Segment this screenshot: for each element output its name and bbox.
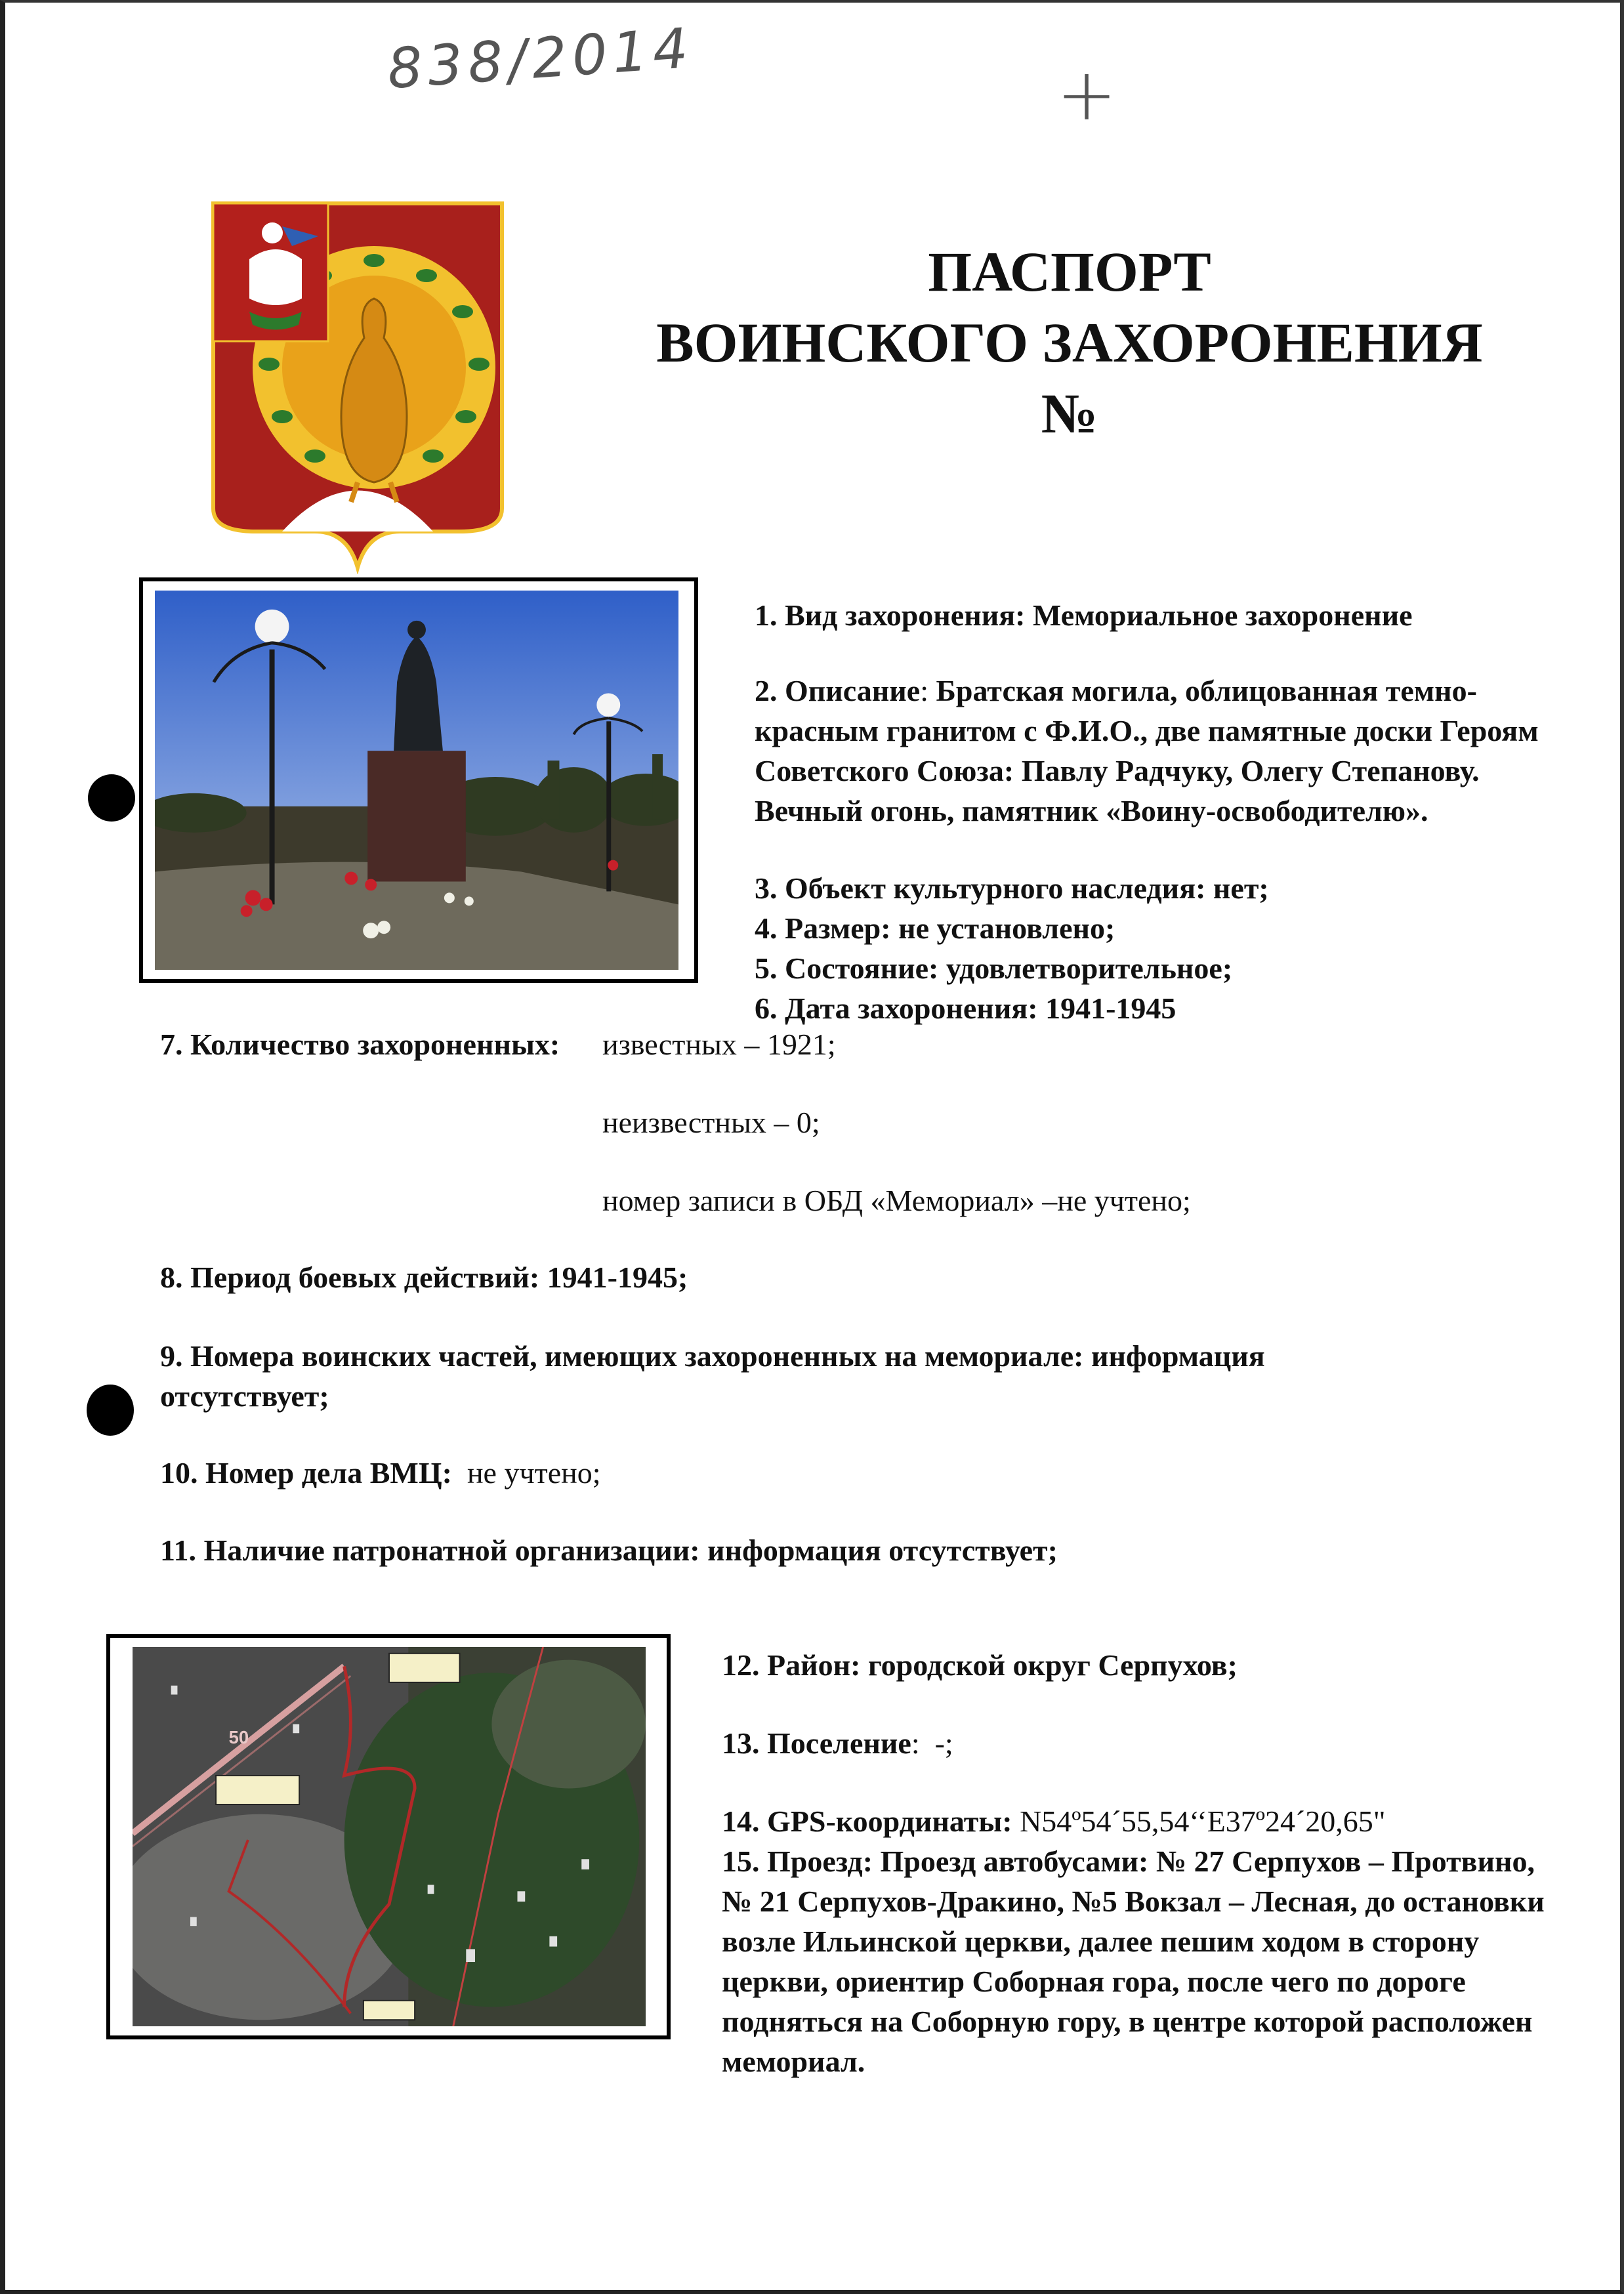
item-13-value: : -; xyxy=(911,1726,953,1760)
item-13-label: 13. Поселение xyxy=(722,1726,911,1760)
map-label: 50 xyxy=(228,1726,249,1747)
item-2-value: Братская могила, облицованная темно-красным гранитом с Ф.И.О., две памятные доски Героям Советского Союза: Павлу Радчуку, Олегу Степанову. Вечный огонь, памятник «Воину-освободителю». xyxy=(755,674,1539,827)
item-1-label: 1. Вид захоронения: xyxy=(755,598,1033,632)
item-14-value: N54º54´55,54‘‘E37º24´20,65" xyxy=(1020,1804,1386,1838)
item-10-case-number xyxy=(160,1453,601,1493)
title-line-1: ПАСПОРТ xyxy=(928,240,1211,303)
item-4-size: 4. Размер: не установлено; xyxy=(755,911,1115,945)
title-line-2: ВОИНСКОГО ЗАХОРОНЕНИЯ xyxy=(656,311,1483,374)
item-7-known: известных – 1921; xyxy=(602,1028,836,1061)
item-2-colon: : xyxy=(920,674,936,707)
item-14-label: 14. GPS-координаты: xyxy=(722,1804,1020,1838)
item-6-burial-date: 6. Дата захоронения: 1941-1945 xyxy=(755,991,1176,1025)
document-title xyxy=(591,236,1549,449)
item-7-label: 7. Количество захороненных: xyxy=(160,1028,560,1061)
item-2-label: 2. Описание xyxy=(755,674,921,707)
item-7-record: номер записи в ОБД «Мемориал» –не учтено; xyxy=(602,1184,1191,1217)
item-1-burial-type xyxy=(755,595,1542,635)
item-14-gps xyxy=(722,1801,1509,1841)
item-15-directions: 15. Проезд: Проезд автобусами: № 27 Серпухов – Протвино, № 21 Серпухов-Дракино, №5 Вокзал – Лесная, до остановки возле Ильинской церкви, далее пешим ходом в сторону церкви, ориентир Соборная гора, после чего по дороге подняться на Соборную гору, в центре которой расположен мемориал. xyxy=(722,1845,1545,2078)
item-8-combat-period: 8. Период боевых действий: 1941-1945; xyxy=(160,1261,688,1294)
coat-of-arms-image xyxy=(210,200,505,574)
item-12-district: 12. Район: городской округ Серпухов; xyxy=(722,1648,1238,1682)
item-7-unknown: неизвестных – 0; xyxy=(602,1106,820,1139)
item-5-condition: 5. Состояние: удовлетворительное; xyxy=(755,951,1233,985)
item-10-label: 10. Номер дела ВМЦ: xyxy=(160,1456,452,1490)
title-line-3: № xyxy=(1041,382,1098,445)
satellite-map xyxy=(106,1634,671,2039)
item-13-settlement xyxy=(722,1723,1509,1763)
punch-hole-bottom xyxy=(87,1385,134,1436)
item-11-patronage: 11. Наличие патронатной организации: информация отсутствует; xyxy=(160,1533,1058,1567)
memorial-photo xyxy=(139,577,698,983)
handwritten-plus-mark: + xyxy=(1056,52,1117,136)
item-3-heritage: 3. Объект культурного наследия: нет; xyxy=(755,871,1269,905)
item-10-value: не учтено; xyxy=(451,1456,601,1490)
punch-hole-top xyxy=(88,774,135,822)
item-9-military-units: 9. Номера воинских частей, имеющих захороненных на мемориале: информация отсутствует; xyxy=(160,1339,1265,1413)
item-2-description xyxy=(755,671,1542,831)
item-1-value: Мемориальное захоронение xyxy=(1032,598,1413,632)
handwritten-number: 838/2014 xyxy=(385,15,696,102)
